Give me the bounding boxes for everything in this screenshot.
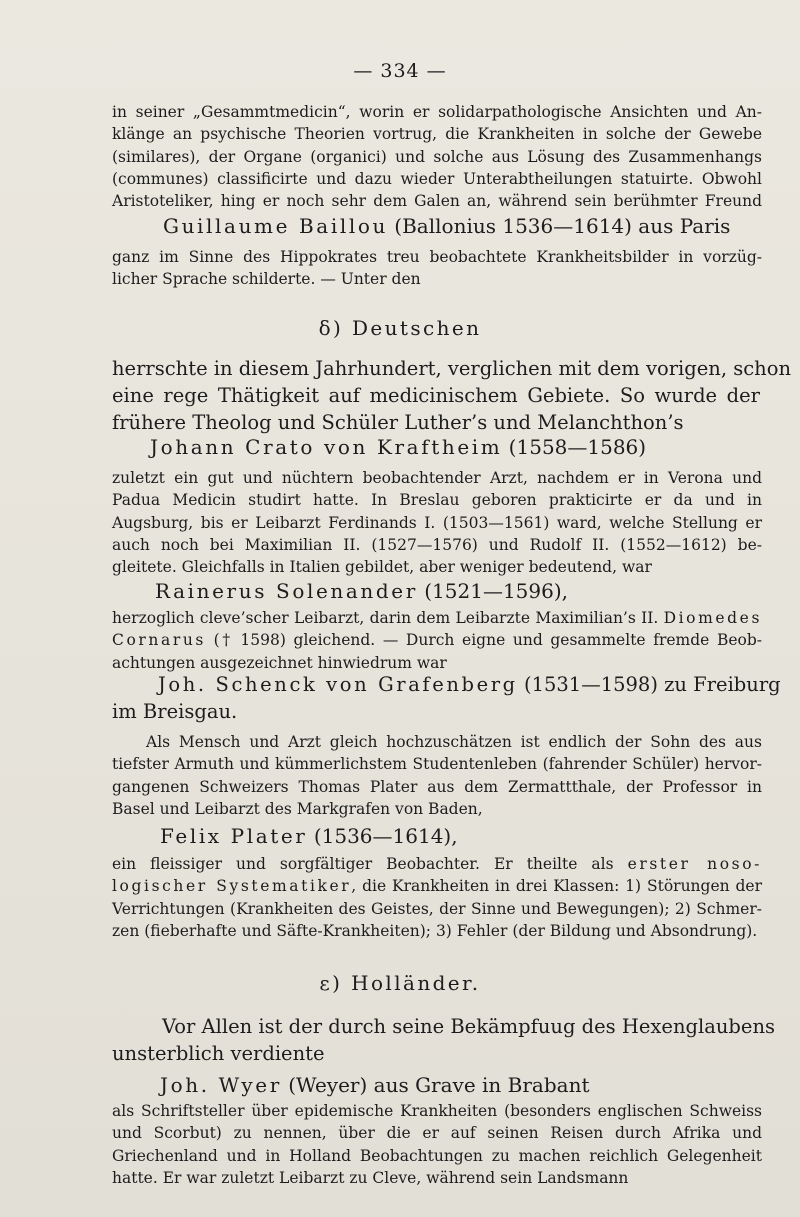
paragraph-wyer — [112, 1100, 762, 1189]
section-heading-deutschen: δ) Deutschen — [318, 316, 482, 340]
name-line-plater — [160, 823, 760, 849]
text-line: licher Sprache schilderte. — Unter den — [112, 270, 421, 289]
person-name: Joh. Wyer — [160, 1073, 282, 1097]
text-line: als Schriftsteller über epidemische Krankheiten (besonders englischen Schweiss — [112, 1102, 762, 1120]
name-line-baillou — [163, 213, 763, 239]
text-line: Verrichtungen (Krankheiten des Geistes, der Sinne und Bewegungen); 2) Schmer- — [112, 899, 762, 918]
paragraph-solenander — [112, 607, 762, 674]
text-line: herrschte in diesem Jahrhundert, verglichen mit dem vorigen, schon — [112, 357, 792, 380]
name-line-crato — [150, 434, 760, 460]
name-details: (Ballonius 1536—1614) aus Paris — [387, 214, 731, 238]
text-line: eine rege Thätigkeit auf medicinischem Gebiete. So wurde der — [112, 384, 760, 407]
text-line: zen (fieberhafte und Säfte-Krankheiten); 3) Fehler (der Bildung und Absondrung). — [112, 921, 758, 940]
text-line: zuletzt ein gut und nüchtern beobachtender Arzt, nachdem er in Verona und — [112, 469, 762, 487]
person-name: Joh. Schenck von Grafenberg — [158, 673, 518, 696]
text-line: gleitete. Gleichfalls in Italien gebildet, aber weniger bedeutend, war — [112, 558, 652, 577]
text-line: Aristoteliker, hing er noch sehr dem Galen an, während sein berühmter Freund — [112, 192, 762, 211]
name-details: (Weyer) aus Grave in Brabant — [281, 1073, 590, 1097]
person-name: Guillaume Baillou — [163, 214, 388, 238]
text-line: Cornarus († 1598) gleichend. — Durch eigne und gesammelte fremde Beob- — [112, 631, 762, 650]
text-line: (communes) classificirte und dazu wieder Unterabtheilungen statuirte. Obwohl — [112, 169, 762, 188]
text-line: frühere Theolog und Schüler Luther’s und Melanchthon’s — [112, 411, 684, 434]
person-name: Rainerus Solenander — [155, 579, 418, 603]
paragraph-gesammtmedicin — [112, 101, 762, 212]
text-line: klänge an psychische Theorien vortrug, die Krankheiten in solche der Gewebe — [112, 125, 762, 144]
text-line: Als Mensch und Arzt gleich hochzuschätzen ist endlich der Sohn des aus — [146, 733, 762, 751]
paragraph-crato — [112, 467, 762, 578]
name-details: (1521—1596), — [417, 579, 569, 603]
text-line: logischer Systematiker, die Krankheiten in drei Klassen: 1) Störungen der — [112, 877, 762, 896]
name-details: (1558—1586) — [502, 435, 647, 459]
text-line: ganz im Sinne des Hippokrates treu beobachtete Krankheitsbilder in vorzüg- — [112, 248, 762, 266]
text-line: achtungen ausgezeichnet hinwiedrum war — [112, 653, 447, 672]
text-line: Augsburg, bis er Leibarzt Ferdinands I. (1503—1561) ward, welche Stellung er — [112, 513, 762, 532]
paragraph-plater-intro — [112, 731, 762, 820]
text-line: Griechenland und in Holland Beobachtungen zu machen reichlich Gelegenheit — [112, 1146, 762, 1165]
text-line: hatte. Er war zuletzt Leibarzt zu Cleve, während sein Landsmann — [112, 1168, 629, 1187]
person-name: Diomedes — [663, 609, 762, 627]
paragraph-plater — [112, 853, 762, 942]
name-line-wyer — [160, 1072, 760, 1098]
paragraph-jahrhundert — [112, 355, 792, 436]
paragraph-hippokrates — [112, 246, 762, 291]
paragraph-hexenglauben — [112, 1013, 776, 1067]
person-name: Cornarus — [112, 631, 206, 650]
text-line: gangenen Schweizers Thomas Plater aus dem Zermattthale, der Professor in — [112, 777, 762, 796]
text-line: tiefster Armuth und kümmerlichstem Studentenleben (fahrender Schüler) hervor- — [112, 755, 762, 774]
text-line: ein fleissiger und sorgfältiger Beobachter. Er theilte als erster noso- — [112, 855, 762, 873]
text-line: herzoglich cleve’scher Leibarzt, darin dem Leibarzte Maximilian’s II. Diomedes — [112, 609, 762, 627]
name-line-schenck — [112, 671, 781, 725]
text-line: Basel und Leibarzt des Markgrafen von Baden, — [112, 799, 483, 818]
text-line: Vor Allen ist der durch seine Bekämpfuug des Hexenglaubens — [162, 1015, 776, 1038]
text-line: auch noch bei Maximilian II. (1527—1576) und Rudolf II. (1552—1612) be- — [112, 535, 762, 554]
page-number: — 334 — — [353, 60, 447, 82]
section-heading-hollaender: ε) Holländer. — [319, 971, 481, 995]
text-line: in seiner „Gesammtmedicin“, worin er solidarpathologische Ansichten und An- — [112, 103, 762, 121]
text-line: (similares), der Organe (organici) und solche aus Lösung des Zusammenhangs — [112, 147, 762, 166]
text-line: unsterblich verdiente — [112, 1042, 325, 1065]
text-line: Padua Medicin studirt hatte. In Breslau geboren prakticirte er da und in — [112, 491, 762, 510]
text-line: und Scorbut) zu nennen, über die er auf seinen Reisen durch Afrika und — [112, 1124, 762, 1143]
name-line-solenander — [155, 578, 755, 604]
name-details: (1536—1614), — [307, 824, 458, 848]
person-name: Felix Plater — [160, 824, 308, 848]
person-name: Johann Crato von Kraftheim — [150, 435, 503, 459]
text-line: im Breisgau. — [112, 700, 238, 723]
text-line: Joh. Schenck von Grafenberg (1531—1598) zu Freiburg — [158, 673, 781, 696]
